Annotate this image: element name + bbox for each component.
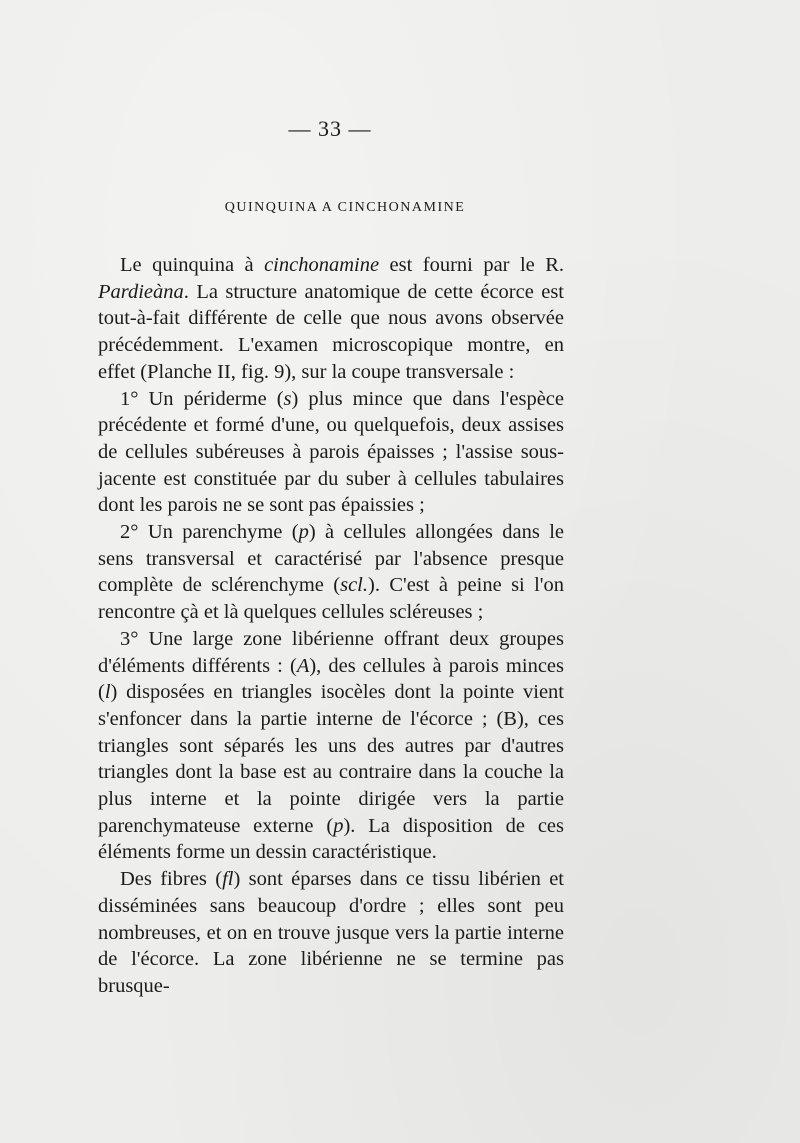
text-span: ) disposées en triangles isocèles dont la pointe vient s'enfoncer dans la partie interne de l'écorce ; (B), ces triangles sont séparés les uns des autres par d'autres triangles dont la base est au contraire dans la couche la plus interne et la pointe dirigée vers la partie parenchymateuse externe ( [98, 681, 564, 837]
body-text [98, 252, 564, 1000]
text-span: ). La disposition de ces éléments forme un dessin caractéristique. [98, 814, 565, 864]
text-span: Le quinquina à [120, 254, 265, 276]
paragraph-1 [98, 252, 564, 386]
italic-term: scl. [340, 574, 369, 597]
text-span: ). C'est à peine si l'on rencontre çà et là quelques cellules scléreuses ; [98, 574, 564, 624]
italic-term: Pardieàna [98, 280, 184, 303]
italic-term: p [333, 814, 344, 837]
italic-term: s [283, 387, 292, 410]
text-span: ), des cellules à parois minces ( [98, 654, 564, 704]
text-span: ) à cellules allongées dans le sens transversal et caractérisé par l'absence presque complète de sclérenchyme ( [98, 521, 564, 597]
italic-term: l [104, 681, 111, 704]
text-span: ) plus mince que dans l'espèce précédente et formé d'une, ou quelquefois, deux assises de cellules subéreuses à parois épaisses ; l'assise sous-jacente est constituée par du suber à cellules tabulaires dont les parois ne se sont pas épaissies ; [98, 387, 565, 517]
paragraph-5 [98, 866, 564, 1000]
italic-term: fl [222, 868, 234, 891]
paragraph-3 [98, 519, 564, 626]
italic-term: cinchonamine [264, 254, 380, 276]
text-span: 2° Un parenchyme ( [120, 521, 299, 544]
text-span: 3° Une large zone libérienne offrant deux groupes d'éléments différents : ( [98, 627, 564, 677]
text-span: . La structure anatomique de cette écorce est tout-à-fait différente de celle que nous avons observée précédemment. L'examen microscopique montre, en effet (Planche II, fig. 9), sur la coupe transversale : [98, 280, 564, 383]
page-number: — 33 — [288, 116, 372, 141]
italic-term: A [296, 654, 310, 677]
text-span: est fourni par le R. [379, 254, 564, 276]
italic-term: p [298, 521, 309, 544]
paragraph-2 [98, 386, 564, 520]
text-span: ) sont éparses dans ce tissu libérien et disséminées sans beaucoup d'ordre ; elles sont peu nombreuses, et on en trouve jusque vers la partie interne de l'écorce. La zone libérienne ne se termine pas brusque- [98, 868, 564, 997]
text-span: Des fibres ( [120, 868, 223, 891]
paragraph-4 [98, 626, 564, 866]
section-title: QUINQUINA A CINCHONAMINE [224, 200, 466, 215]
text-span: 1° Un périderme ( [120, 387, 284, 410]
